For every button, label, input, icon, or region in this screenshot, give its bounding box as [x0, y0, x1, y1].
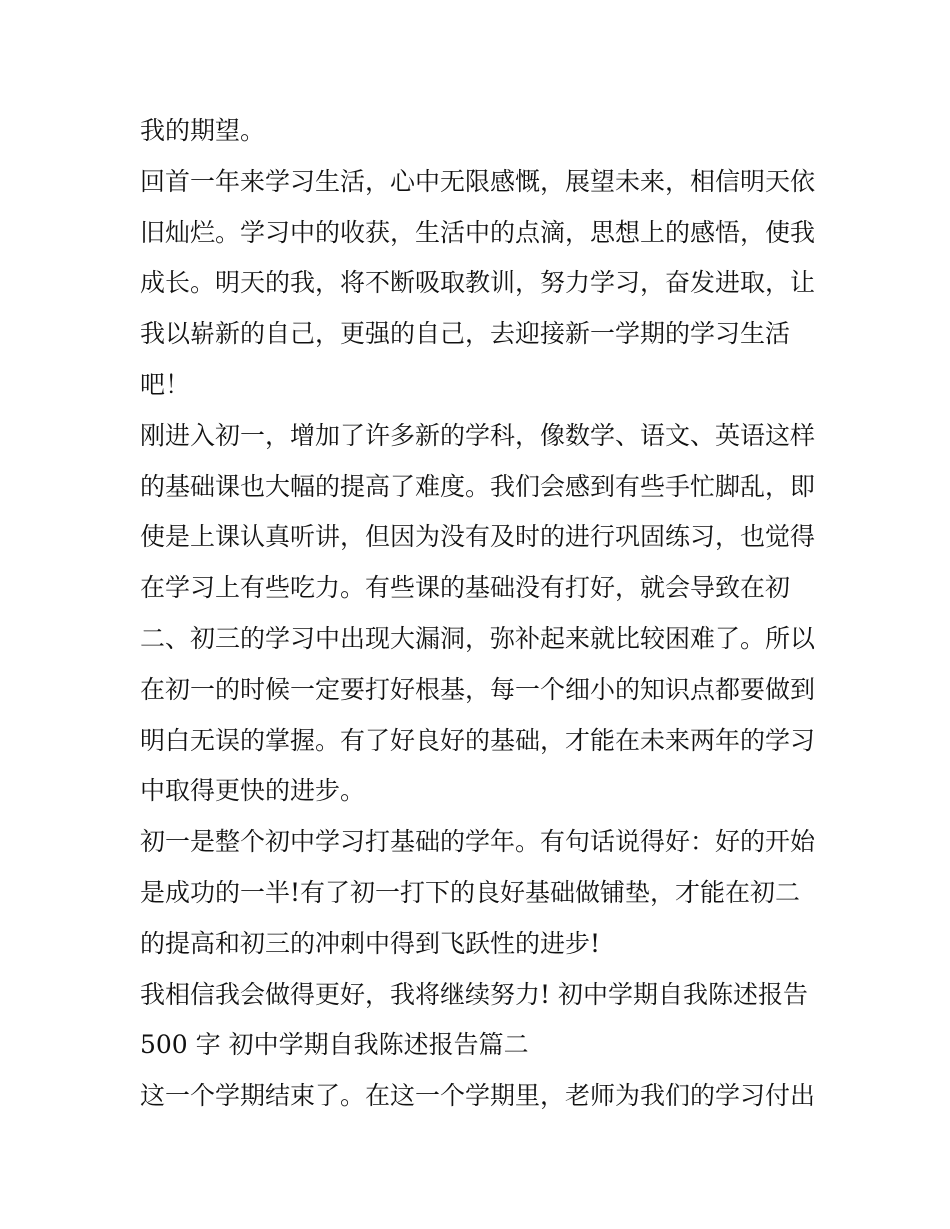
- text-line: 刚进入初一，增加了许多新的学科，像数学、语文、英语这样: [140, 420, 816, 450]
- text-line: 在初一的时候一定要打好根基，每一个细小的知识点都要做到: [140, 674, 816, 704]
- text-line: 中取得更快的进步。: [140, 776, 366, 806]
- text-line: 500 字 初中学期自我陈述报告篇二: [140, 1030, 529, 1060]
- text-line: 我以崭新的自己，更强的自己，去迎接新一学期的学习生活: [140, 319, 791, 349]
- text-line: 二、初三的学习中出现大漏洞，弥补起来就比较困难了。所以: [140, 623, 816, 653]
- text-line: 使是上课认真听讲，但因为没有及时的进行巩固练习，也觉得: [140, 522, 816, 552]
- text-line: 在学习上有些吃力。有些课的基础没有打好，就会导致在初: [140, 573, 791, 603]
- text-line: 的基础课也大幅的提高了难度。我们会感到有些手忙脚乱，即: [140, 471, 816, 501]
- text-line: 我的期望。: [140, 116, 266, 145]
- text-line: 明白无误的掌握。有了好良好的基础，才能在未来两年的学习: [140, 725, 816, 755]
- text-line: 回首一年来学习生活，心中无限感慨，展望未来，相信明天依: [140, 166, 816, 196]
- text-line: 我相信我会做得更好，我将继续努力! 初中学期自我陈述报告: [140, 979, 808, 1009]
- text-line: 吧！: [140, 369, 191, 399]
- text-line: 成长。明天的我，将不断吸取教训，努力学习，奋发进取，让: [140, 268, 816, 298]
- text-line: 初一是整个初中学习打基础的学年。有句话说得好：好的开始: [140, 827, 816, 857]
- text-line: 的提高和初三的冲刺中得到飞跃性的进步!: [140, 928, 601, 958]
- document-body: [140, 106, 820, 1122]
- text-line: 是成功的一半!有了初一打下的良好基础做铺垫，才能在初二: [140, 877, 801, 907]
- text-line: 这一个学期结束了。在这一个学期里，老师为我们的学习付出: [140, 1081, 816, 1111]
- text-line: 旧灿烂。学习中的收获，生活中的点滴，思想上的感悟，使我: [140, 217, 816, 247]
